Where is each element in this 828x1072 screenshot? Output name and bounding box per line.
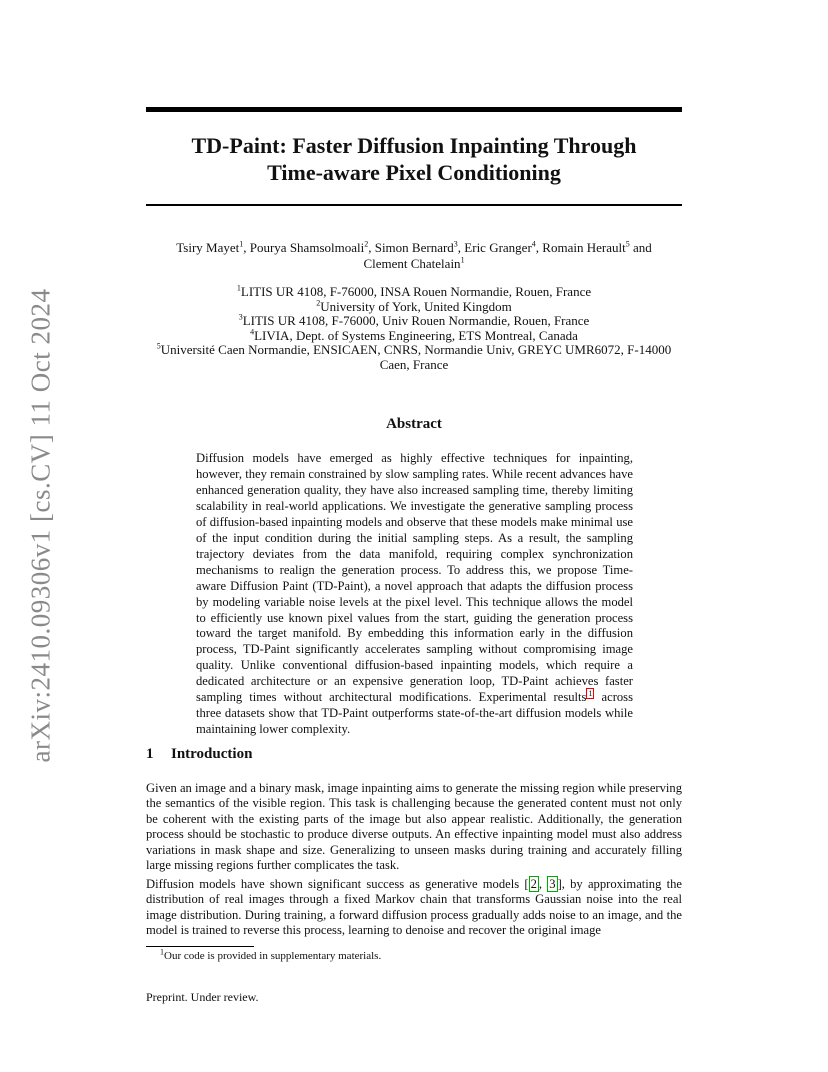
footnote-link[interactable]: 1: [588, 689, 593, 699]
title-rule-top: [146, 107, 682, 112]
citation-link[interactable]: 2: [530, 877, 537, 891]
page-footer: Preprint. Under review.: [146, 990, 259, 1004]
affiliation-text: LIVIA, Dept. of Systems Engineering, ETS Montreal, Canada: [254, 327, 578, 343]
author-affil: 2: [364, 239, 369, 249]
affiliation-number: 5: [156, 342, 161, 352]
affiliation: [140, 285, 688, 300]
title-line-1: TD-Paint: Faster Diffusion Inpainting Through: [191, 133, 637, 158]
affiliation-text: Université Caen Normandie, ENSICAEN, CNRS, Normandie Univ, GREYC UMR6072, F-14000: [160, 342, 672, 358]
abstract-heading: Abstract: [386, 416, 442, 432]
affiliation-number: 1: [236, 283, 241, 293]
affiliation-text: LITIS UR 4108, F-76000, INSA Rouen Normandie, Rouen, France: [240, 284, 592, 299]
affiliation-text: LITIS UR 4108, F-76000, Univ Rouen Normandie, Rouen, France: [242, 313, 590, 329]
abstract-body: [196, 451, 633, 738]
author-affil: 1: [460, 255, 465, 265]
author-affil: 5: [625, 239, 630, 249]
author-name: Simon Bernard: [374, 240, 454, 255]
affiliation: [140, 300, 688, 315]
abstract-tail: across three datasets show that TD-Paint outperforms state-of-the-art diffusion models while maintaining lower complexity.: [196, 690, 633, 737]
paragraph-text: ], by approximating the distribution of real images through a fixed Markov chain that transforms Gaussian noise into the real image distribution. During training, a forward diffusion process gradually adds noise to an image, and the model is trained to reverse this process, learning to denoise and recover the original image: [146, 877, 683, 938]
paper-title: [146, 132, 682, 186]
section-title: Introduction: [171, 746, 253, 762]
footnote: [160, 947, 382, 962]
affiliation-text: University of York, United Kingdom: [320, 298, 512, 314]
affiliation-number: 4: [250, 327, 255, 337]
title-line-2: Time-aware Pixel Conditioning: [267, 160, 561, 185]
intro-paragraph-2: Diffusion models have shown significant success as generative models [ 2 , 3 ], by approximating the distribution of real images through a fixed Markov chain that transforms Gaussian noise into the real image distribution. During training, a forward diffusion process gradually adds noise to an image, and the model is trained to reverse this process, learning to denoise and recover the original image: [146, 877, 683, 938]
title-rule-bottom: [146, 204, 682, 206]
section-number: 1: [146, 746, 154, 762]
citation-link[interactable]: 3: [549, 877, 556, 891]
paragraph-text: Diffusion models have shown significant success as generative models [: [146, 877, 529, 891]
author-name: Romain Herault: [542, 240, 626, 255]
author-affil: 3: [453, 239, 458, 249]
footnote-number: 1: [160, 947, 164, 957]
affiliation-number: 2: [316, 298, 321, 308]
author-name: Clement Chatelain: [363, 256, 461, 271]
author-affil: 1: [239, 239, 244, 249]
author-name: Tsiry Mayet: [176, 240, 240, 255]
affiliation-number: 3: [238, 312, 243, 322]
affiliation: [140, 343, 688, 358]
affiliation-tail: Caen, France: [379, 356, 449, 372]
footnote-text: Our code is provided in supplementary materials.: [164, 950, 382, 962]
section-heading: [146, 746, 252, 763]
affiliation-list: [140, 285, 688, 373]
author-list: Tsiry Mayet$^1$, Pourya Shamsolmoali$^2$, Simon Bernard$^3$, Eric Granger$^4$, Romain Herault$^5$ and Clement Chatelain$^1$: [176, 239, 652, 271]
arxiv-stamp: [22, 290, 60, 760]
affiliation: [140, 314, 688, 329]
author-affil: 4: [531, 239, 536, 249]
author-name: Pourya Shamsolmoali: [249, 240, 365, 255]
intro-paragraph-1: Given an image and a binary mask, image inpainting aims to generate the missing region while preserving the semantics of the visible region. This task is challenging because the generated content must not only be coherent with the existing parts of the image but also appear realistic. Additionally, the generation process should be stochastic to produce diverse outputs. An effective inpainting model must also address variations in mask shape and size. Generalizing to unseen masks during training and accurately filling large missing regions further complicates the task.: [146, 781, 682, 873]
abstract-text: Diffusion models have emerged as highly effective techniques for inpainting, however, they remain constrained by slow sampling rates. While recent advances have enhanced generation quality, they have also increased sampling time, thereby limiting scalability in real-world applications. We investigate the generative sampling process of diffusion-based inpainting models and observe that these models make minimal use of the input condition during the initial sampling steps. As a result, the sampling trajectory deviates from the data manifold, requiring complex synchronization mechanisms to realign the generation process. To address this, we propose Time-aware Diffusion Paint (TD-Paint), a novel approach that adapts the diffusion process by modeling variable noise levels at the pixel level. This technique allows the model to efficiently use known pixel values from the start, guiding the generation process toward the target manifold. By embedding this information early in the diffusion process, TD-Paint significantly accelerates sampling without compromising image quality. Unlike conventional diffusion-based inpainting models, which require a dedicated architecture or an expensive generation loop, TD-Paint achieves faster sampling times without architectural modifications. Experimental results: [196, 451, 633, 705]
author-name: Eric Granger: [464, 240, 532, 255]
arxiv-id: arXiv:2410.09306v1 [cs.CV] 11 Oct 2024: [25, 288, 56, 762]
